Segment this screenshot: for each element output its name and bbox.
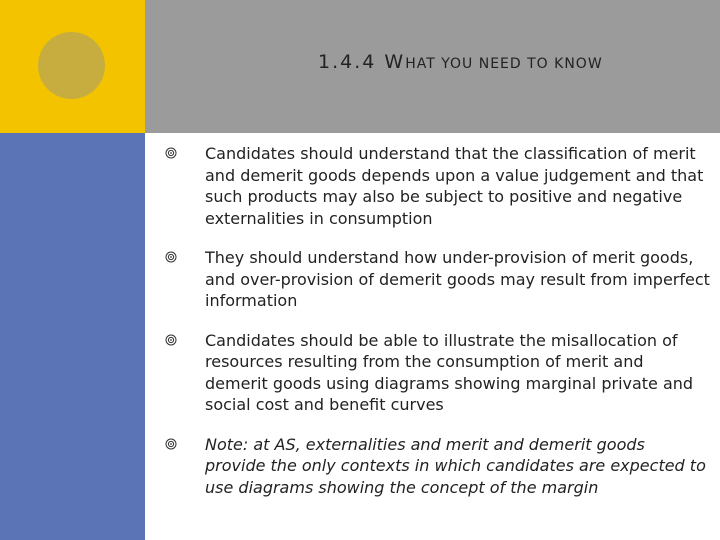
slide-title bbox=[318, 53, 603, 72]
target-bullet-icon bbox=[165, 147, 177, 159]
list-item bbox=[160, 143, 710, 229]
title-initial: W bbox=[384, 51, 406, 73]
decorative-circle bbox=[38, 32, 105, 99]
title-rest: HAT YOU NEED TO KNOW bbox=[405, 56, 603, 72]
target-bullet-icon bbox=[165, 334, 177, 346]
bullet-list bbox=[160, 143, 710, 516]
bullet-text: Candidates should understand that the classification of merit and demerit goods depends upon a value judgement and that such products may also be subject to positive and negative externalities in consumption bbox=[205, 144, 704, 228]
bullet-text: Candidates should be able to illustrate the misallocation of resources resulting from the consumption of merit and demerit goods using diagrams showing marginal private and social cost and benefit curves bbox=[205, 330, 694, 414]
target-bullet-icon bbox=[165, 251, 177, 263]
list-item bbox=[160, 330, 710, 416]
list-item bbox=[160, 434, 710, 499]
left-accent-blue bbox=[0, 133, 145, 540]
list-item bbox=[160, 247, 710, 312]
target-bullet-icon bbox=[165, 438, 177, 450]
bullet-text: They should understand how under-provision of merit goods, and over-provision of demerit goods may result from imperfect information bbox=[205, 248, 710, 310]
title-number: 1.4.4 bbox=[318, 51, 377, 73]
bullet-text: Note: at AS, externalities and merit and demerit goods provide the only contexts in which candidates are expected to use diagrams showing the concept of the margin bbox=[205, 434, 706, 497]
